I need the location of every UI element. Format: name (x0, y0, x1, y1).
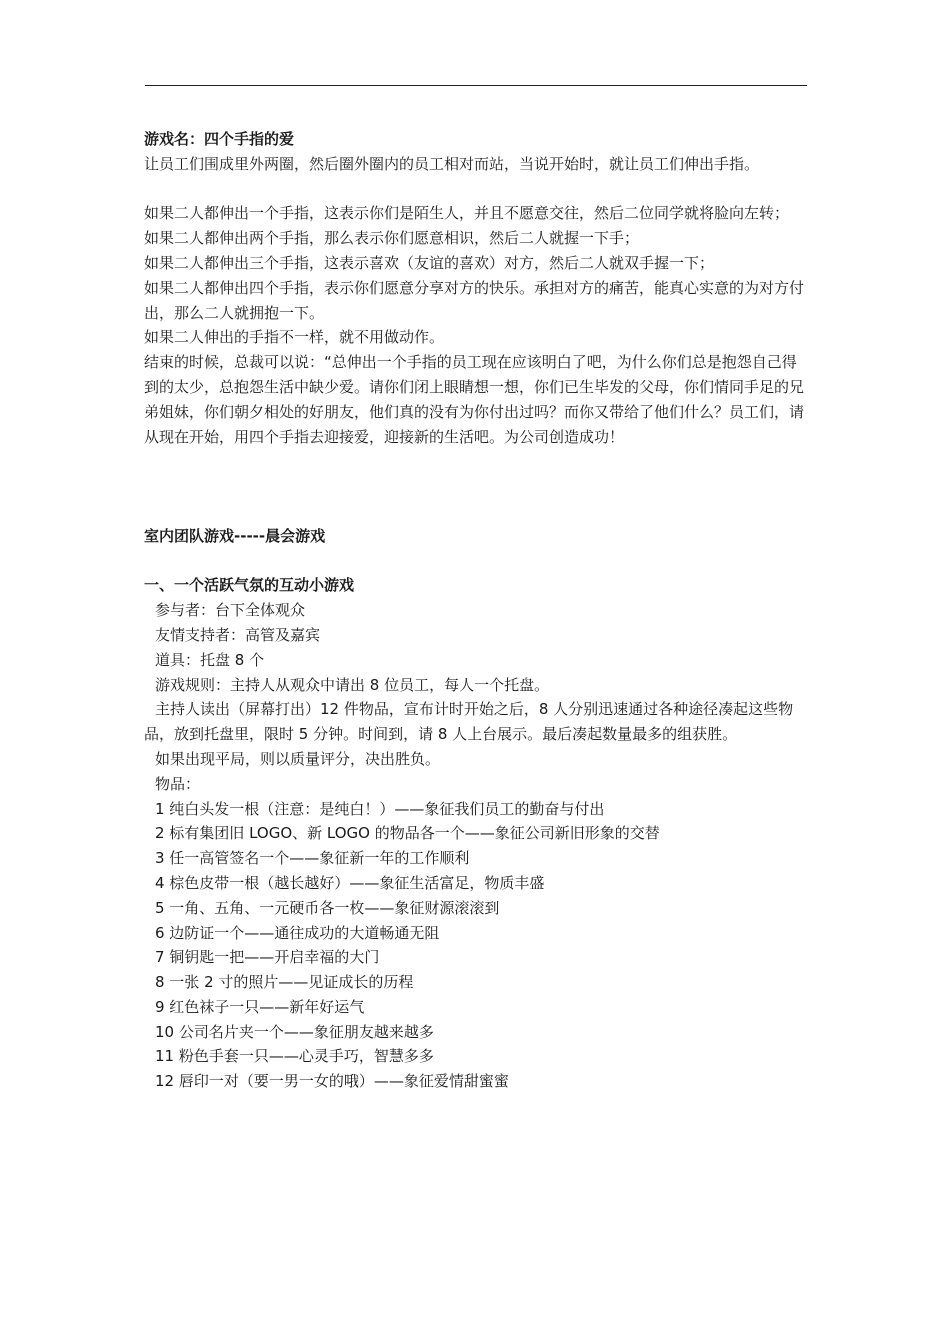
rule-paragraph: 如果二人都伸出四个手指，表示你们愿意分享对方的快乐。承担对方的痛苦，能真心实意的为对方付出，那么二人就拥抱一下。 (144, 278, 805, 322)
list-item: 5 一角、五角、一元硬币各一枚——象征财源滚滚到 (155, 898, 500, 917)
section2-title: 室内团队游戏-----晨会游戏 (144, 526, 326, 545)
host-reads-paragraph: 主持人读出（屏幕打出）12 件物品，宣布计时开始之后，8 人分别迅速通过各种途径凑起这些物品，放到托盘里，限时 5 分钟。时间到，请 8 人上台展示。最后凑起数量最多的组获胜。 (144, 700, 794, 744)
items-label: 物品： (155, 774, 201, 793)
list-item: 3 任一高管签名一个——象征新一年的工作顺利 (155, 849, 470, 868)
game-rule-line: 游戏规则：主持人从观众中请出 8 位员工，每人一个托盘。 (155, 675, 550, 694)
list-item: 7 铜钥匙一把——开启幸福的大门 (155, 948, 380, 967)
supporters-line: 友情支持者：高管及嘉宾 (155, 625, 321, 644)
list-item: 6 边防证一个——通往成功的大道畅通无阻 (155, 923, 440, 942)
list-item: 11 粉色手套一只——心灵手巧，智慧多多 (155, 1047, 434, 1066)
rule-paragraph: 如果二人都伸出两个手指，那么表示你们愿意相识，然后二人就握一下手； (144, 229, 640, 248)
list-item: 4 棕色皮带一根（越长越好）——象征生活富足，物质丰盛 (155, 873, 545, 892)
section2-subtitle: 一、一个活跃气氛的互动小游戏 (144, 576, 355, 595)
props-line: 道具：托盘 8 个 (155, 650, 265, 669)
header-rule (145, 85, 807, 86)
section1-intro: 让员工们围成里外两圈，然后圈外圈内的员工相对而站，当说开始时，就让员工们伸出手指。 (144, 154, 760, 173)
participants-line: 参与者：台下全体观众 (155, 601, 306, 620)
list-item: 8 一张 2 寸的照片——见证成长的历程 (155, 973, 414, 992)
rule-paragraph: 如果二人都伸出三个手指，这表示喜欢（友谊的喜欢）对方，然后二人就双手握一下； (144, 253, 715, 272)
section1-title: 游戏名：四个手指的爱 (144, 130, 295, 148)
document-body (144, 127, 808, 1094)
list-item: 1 纯白头发一根（注意：是纯白！）——象征我们员工的勤奋与付出 (155, 799, 605, 818)
list-item: 12 唇印一对（要一男一女的哦）——象征爱情甜蜜蜜 (155, 1072, 509, 1091)
list-item: 10 公司名片夹一个——象征朋友越来越多 (155, 1022, 434, 1041)
tie-rule-line: 如果出现平局，则以质量评分，决出胜负。 (155, 749, 441, 768)
list-item: 2 标有集团旧 LOGO、新 LOGO 的物品各一个——象征公司新旧形象的交替 (155, 824, 660, 843)
section1-ending: 结束的时候，总裁可以说：“总伸出一个手指的员工现在应该明白了吧，为什么你们总是抱怨自己得到的太少，总抱怨生活中缺少爱。请你们闭上眼睛想一想，你们已生毕发的父母，你们情同手足的兄弟姐妹，你们朝夕相处的好朋友，他们真的没有为你付出过吗？而你又带给了他们什么？员工们，请从现在开始，用四个手指去迎接爱，迎接新的生活吧。为公司创造成功！ (144, 353, 805, 446)
list-item: 9 红色袜子一只——新年好运气 (155, 997, 365, 1016)
rule-paragraph: 如果二人伸出的手指不一样，就不用做动作。 (144, 328, 445, 347)
rule-paragraph: 如果二人都伸出一个手指，这表示你们是陌生人，并且不愿意交往，然后二位同学就将脸向左转； (144, 204, 790, 223)
